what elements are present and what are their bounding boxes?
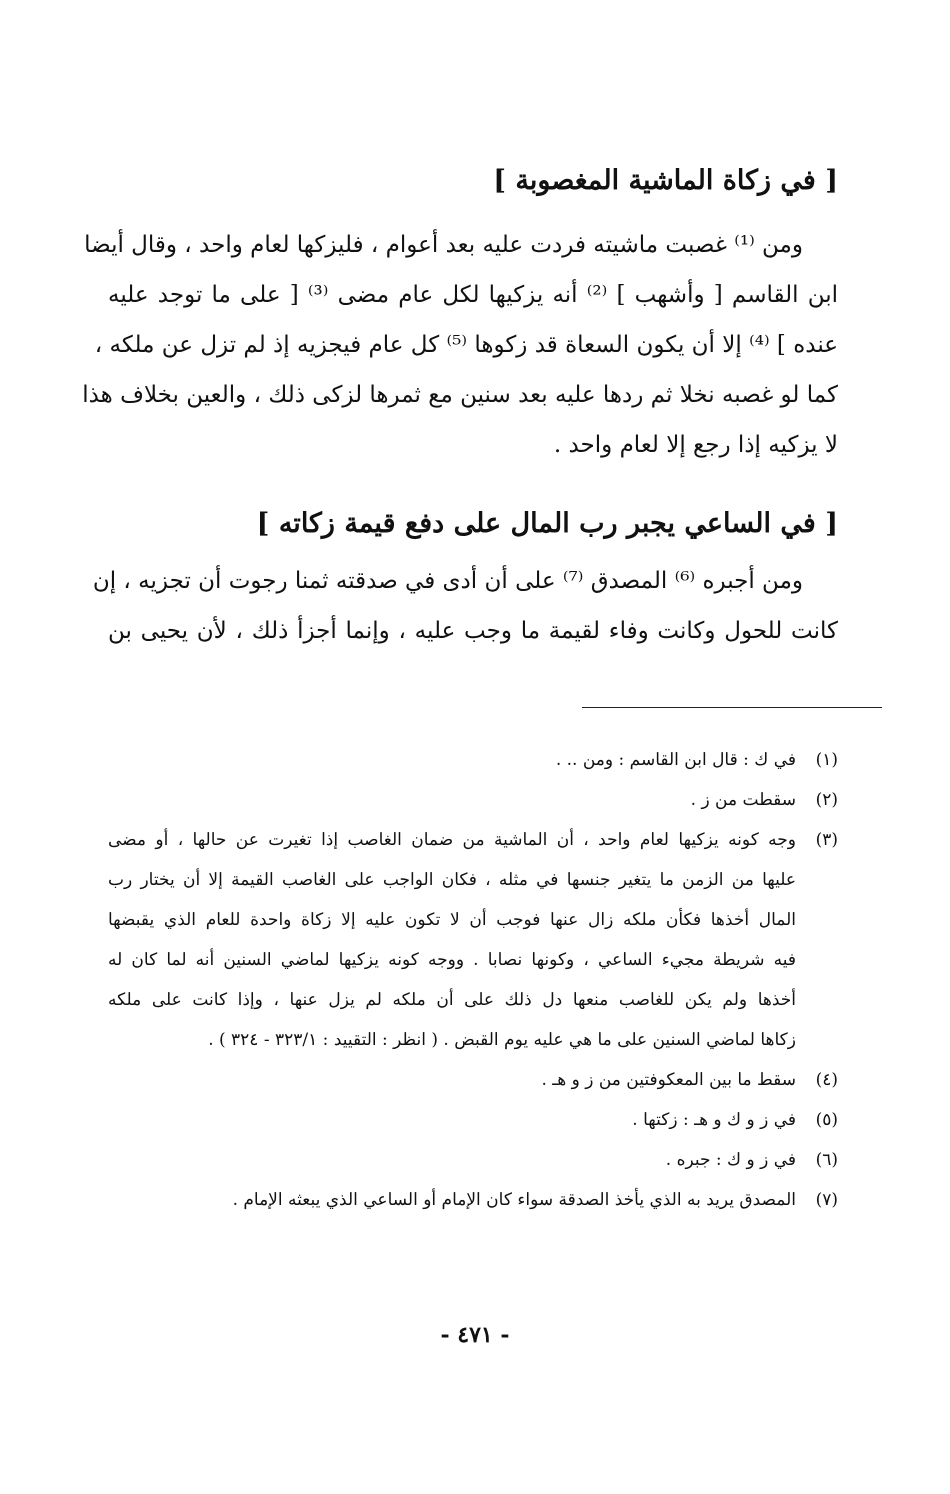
footnote-number: (٦) [815, 1150, 838, 1170]
text-line: كما لو غصبه نخلا ثم ردها عليه بعد سنين مع ثمرها لزكى ذلك ، والعين بخلاف هذا [82, 382, 838, 408]
footnote-text: في ك : قال ابن القاسم : ومن .. . [555, 750, 796, 770]
footnote-number: (٧) [815, 1190, 838, 1210]
text-line: لا يزكيه إذا رجع إلا لعام واحد . [553, 432, 838, 458]
footnotes [108, 740, 838, 1220]
footnote-number: (١) [815, 750, 838, 770]
footnote-6 [108, 1140, 838, 1180]
footnote-5 [108, 1100, 838, 1140]
section-heading-zakat-usurped-livestock: [ في زكاة الماشية المغصوبة ] [493, 165, 838, 196]
footnote-text: في ز و ك : جبره . [665, 1150, 796, 1170]
footnote-text: سقط ما بين المعكوفتين من ز و هـ . [541, 1070, 796, 1090]
footnote-text: أخذها ولم يكن للغاصب منعها دل ذلك على أن ملكه لم يزل عنها ، وإذا كانت على ملكه [108, 990, 796, 1010]
text-line: كانت للحول وكانت وفاء لقيمة ما وجب عليه ، وإنما أجزأ ذلك ، لأن يحيى بن [108, 618, 838, 644]
paragraph-usurped-livestock [82, 232, 839, 482]
footnote-text: عليها من الزمن ما يتغير جنسها في مثله ، فكان الواجب على الغاصب القيمة إلا أن يختار رب [108, 870, 796, 890]
footnote-1 [108, 740, 838, 780]
footnote-number: (٤) [815, 1070, 838, 1090]
text-line: عنده ] ⁽⁴⁾ إلا أن يكون السعاة قد زكوها ⁽⁵⁾ كل عام فيجزيه إذ لم تزل عن ملكه ، [94, 332, 838, 358]
text-line: ومن أجبره ⁽⁶⁾ المصدق ⁽⁷⁾ على أن أدى في صدقته ثمنا رجوت أن تجزيه ، إن [92, 568, 803, 594]
text-line: ومن ⁽¹⁾ غصبت ماشيته فردت عليه بعد أعوام ، فليزكها لعام واحد ، وقال أيضا [84, 232, 803, 258]
section-heading-collector-value-payment: [ في الساعي يجبر رب المال على دفع قيمة زكاته ] [256, 508, 838, 539]
footnote-2 [108, 780, 838, 820]
footnote-text: وجه كونه يزكيها لعام واحد ، أن الماشية من ضمان الغاصب إذا تغيرت عن حالها ، أو مضى [108, 830, 796, 850]
footnote-4 [108, 1060, 838, 1100]
text-line: ابن القاسم [ وأشهب ] ⁽²⁾ أنه يزكيها لكل عام مضى ⁽³⁾ [ على ما توجد عليه [108, 282, 839, 308]
footnote-number: (٢) [815, 790, 838, 810]
footnote-3 [108, 820, 838, 1060]
footnote-7 [108, 1180, 838, 1220]
footnote-text: في ز و ك و هـ : زكتها . [632, 1110, 796, 1130]
footnote-text: المصدق يريد به الذي يأخذ الصدقة سواء كان الإمام أو الساعي الذي يبعثه الإمام . [232, 1190, 796, 1210]
footnote-text: سقطت من ز . [690, 790, 796, 810]
footnote-text: فيه شريطة مجيء الساعي ، وكونها نصابا . ووجه كونه يزكيها لماضي السنين أنه لما كان له [108, 950, 796, 970]
footnote-number: (٣) [815, 830, 838, 850]
footnote-text: زكاها لماضي السنين على ما هي عليه يوم القبض . ( انظر : التقييد : ٣٢٣/١ - ٣٢٤ ) . [208, 1030, 796, 1050]
paragraph-collector-value-payment [92, 568, 838, 668]
footnote-number: (٥) [815, 1110, 838, 1130]
page-number: - ٤٧١ - [440, 1322, 510, 1348]
footnote-separator [582, 707, 882, 708]
footnote-text: المال أخذها فكأن ملكه زال عنها فوجب أن لا تكون عليه إلا زكاة واحدة للعام الذي يقبضها [108, 910, 796, 930]
